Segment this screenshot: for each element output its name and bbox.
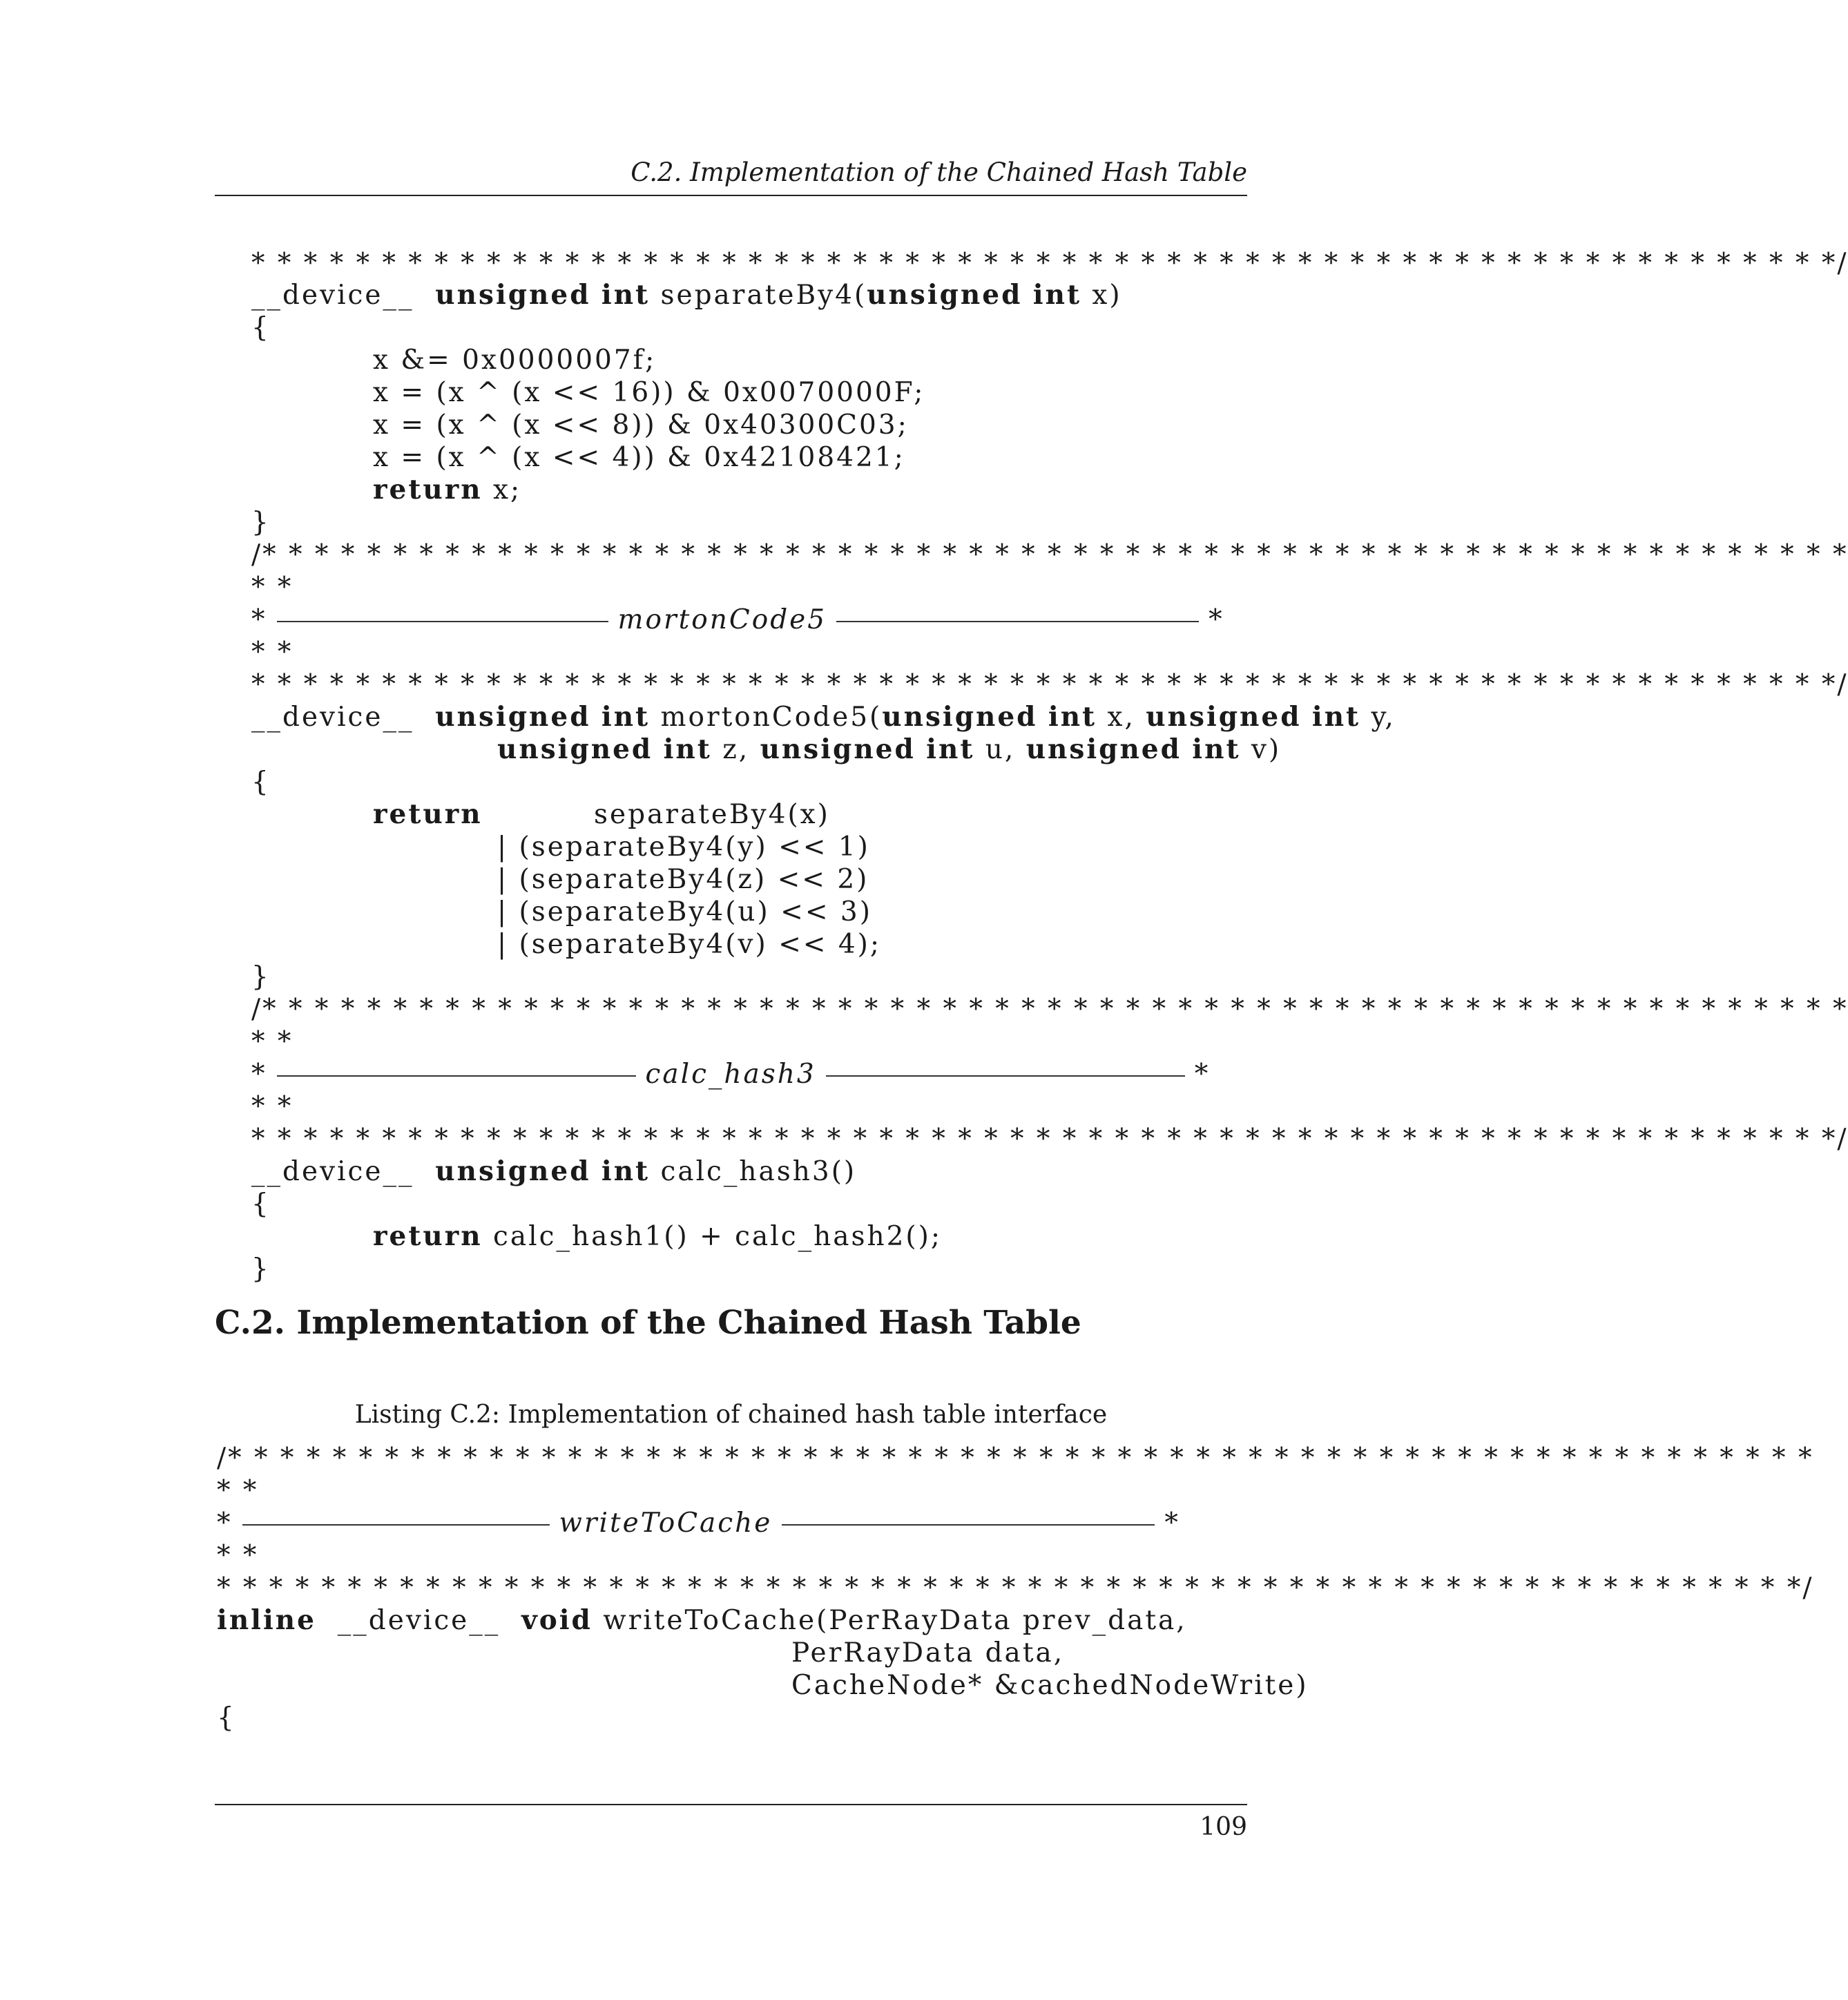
comment-stars-close: * * * * * * * * * * * * * * * * * * * * * * * * * * * * * * * * * * * * * * * * * * * * * * * * * * * * * * * * * * * * */	[251, 1124, 1848, 1155]
comment-star-pair: * *	[217, 1540, 259, 1571]
keyword: int	[926, 733, 975, 765]
keyword: int	[1311, 701, 1361, 733]
brace-close: }	[251, 1253, 271, 1285]
brace-open: {	[251, 767, 271, 798]
device-qualifier: __device__	[251, 702, 414, 733]
param: x,	[1107, 702, 1135, 733]
banner-star-left: *	[251, 604, 267, 635]
comment-stars-open: /* * * * * * * * * * * * * * * * * * * * * * * * * * * * * * * * * * * * * * * * * * * * * * * * * * * * * * * * * * * * *	[217, 1443, 1814, 1474]
code-line: x &= 0x0000007f;	[373, 345, 657, 376]
listing-caption: Listing C.2: Implementation of chained hash table interface	[354, 1401, 1108, 1429]
code-line: x = (x ^ (x << 8)) & 0x40300C03;	[373, 410, 909, 441]
comment-star-pair: * *	[251, 1091, 293, 1122]
param: u,	[985, 734, 1016, 765]
keyword: unsigned	[1146, 701, 1302, 733]
brace-close: }	[251, 961, 271, 992]
comment-stars-close: * * * * * * * * * * * * * * * * * * * * * * * * * * * * * * * * * * * * * * * * * * * * * * * * * * * * * * * * * * * * */	[217, 1573, 1814, 1604]
param: x)	[1092, 280, 1122, 311]
comment-banner	[217, 1510, 1180, 1537]
keyword: return	[373, 1220, 483, 1252]
comment-stars-open: /* * * * * * * * * * * * * * * * * * * * * * * * * * * * * * * * * * * * * * * * * * * * * * * * * * * * * * * * * * * * *	[251, 994, 1848, 1025]
device-qualifier: __device__	[251, 280, 414, 311]
banner-rule-left	[277, 621, 608, 622]
code-line: | (separateBy4(y) << 1)	[497, 831, 870, 863]
keyword: unsigned	[435, 701, 591, 733]
keyword: unsigned	[435, 1155, 591, 1187]
code-line: | (separateBy4(u) << 3)	[497, 896, 872, 927]
function-signature	[251, 701, 1396, 733]
keyword: int	[1048, 701, 1097, 733]
running-header: C.2. Implementation of the Chained Hash Table	[631, 157, 1247, 187]
return-keyword: return	[373, 798, 483, 830]
brace-close: }	[251, 507, 271, 538]
keyword: int	[1032, 279, 1081, 311]
function-arg: PerRayData data,	[791, 1637, 1065, 1669]
banner-star-left: *	[217, 1508, 233, 1539]
banner-rule-right	[836, 621, 1199, 622]
comment-star-pair: * *	[251, 637, 293, 668]
code-line: | (separateBy4(z) << 2)	[497, 864, 869, 895]
banner-rule-right	[782, 1524, 1155, 1526]
comment-star-pair: * *	[251, 572, 293, 603]
keyword: return	[373, 474, 483, 506]
banner-star-left: *	[251, 1059, 267, 1090]
function-name: mortonCode5(	[660, 702, 883, 733]
banner-rule-right	[826, 1075, 1185, 1077]
keyword: unsigned	[882, 701, 1038, 733]
banner-title: calc_hash3	[645, 1059, 816, 1090]
brace-open: {	[251, 1189, 271, 1220]
function-signature	[251, 1155, 857, 1187]
banner-rule-left	[277, 1075, 636, 1077]
comment-stars-close: * * * * * * * * * * * * * * * * * * * * * * * * * * * * * * * * * * * * * * * * * * * * * * * * * * * * * * * * * * * * */	[251, 248, 1848, 279]
comment-banner	[251, 606, 1224, 633]
footer-rule	[215, 1804, 1247, 1805]
keyword: int	[601, 701, 651, 733]
banner-title: mortonCode5	[617, 604, 827, 635]
banner-star-right: *	[1164, 1508, 1180, 1539]
function-name: writeToCache(PerRayData prev_data,	[603, 1605, 1187, 1636]
keyword: unsigned	[1026, 733, 1182, 765]
comment-stars-close: * * * * * * * * * * * * * * * * * * * * * * * * * * * * * * * * * * * * * * * * * * * * * * * * * * * * * * * * * * * * */	[251, 669, 1848, 700]
param: z,	[722, 734, 750, 765]
header-rule	[215, 195, 1247, 196]
function-signature	[251, 279, 1122, 311]
function-name: calc_hash3()	[660, 1156, 857, 1187]
keyword: void	[521, 1604, 593, 1636]
comment-stars-open: /* * * * * * * * * * * * * * * * * * * * * * * * * * * * * * * * * * * * * * * * * * * * * * * * * * * * * * * * * * * * *	[251, 539, 1848, 570]
param: y,	[1371, 702, 1396, 733]
page-number: 109	[1200, 1813, 1247, 1841]
keyword: unsigned	[435, 279, 591, 311]
device-qualifier: __device__	[337, 1605, 501, 1636]
code-line: | (separateBy4(v) << 4);	[497, 929, 881, 960]
keyword: int	[601, 1155, 651, 1187]
keyword: unsigned	[867, 279, 1023, 311]
comment-banner	[251, 1061, 1210, 1088]
banner-rule-left	[242, 1524, 550, 1526]
keyword: unsigned	[497, 733, 653, 765]
code-line: x = (x ^ (x << 4)) & 0x42108421;	[373, 442, 905, 473]
keyword: int	[1192, 733, 1241, 765]
return-line	[373, 474, 522, 506]
comment-star-pair: * *	[251, 1026, 293, 1057]
code-line: separateBy4(x)	[594, 799, 830, 830]
return-expr: calc_hash1() + calc_hash2();	[493, 1221, 942, 1252]
return-expr: x;	[493, 474, 522, 506]
param: v)	[1251, 734, 1282, 765]
return-line	[373, 1220, 942, 1252]
function-name: separateBy4(	[660, 280, 867, 311]
brace-open: {	[251, 312, 271, 343]
comment-star-pair: * *	[217, 1475, 259, 1506]
function-arg: CacheNode* &cachedNodeWrite)	[791, 1670, 1309, 1701]
brace-open: {	[217, 1702, 236, 1733]
keyword: unsigned	[760, 733, 916, 765]
banner-title: writeToCache	[559, 1508, 773, 1539]
function-signature-cont	[497, 733, 1282, 765]
banner-star-right: *	[1209, 604, 1224, 635]
keyword: int	[663, 733, 712, 765]
function-signature	[217, 1604, 1187, 1636]
keyword: inline	[217, 1604, 316, 1636]
code-line: x = (x ^ (x << 16)) & 0x0070000F;	[373, 377, 925, 408]
device-qualifier: __device__	[251, 1156, 414, 1187]
banner-star-right: *	[1194, 1059, 1211, 1090]
keyword: int	[601, 279, 651, 311]
section-heading: C.2. Implementation of the Chained Hash Table	[215, 1304, 1081, 1342]
